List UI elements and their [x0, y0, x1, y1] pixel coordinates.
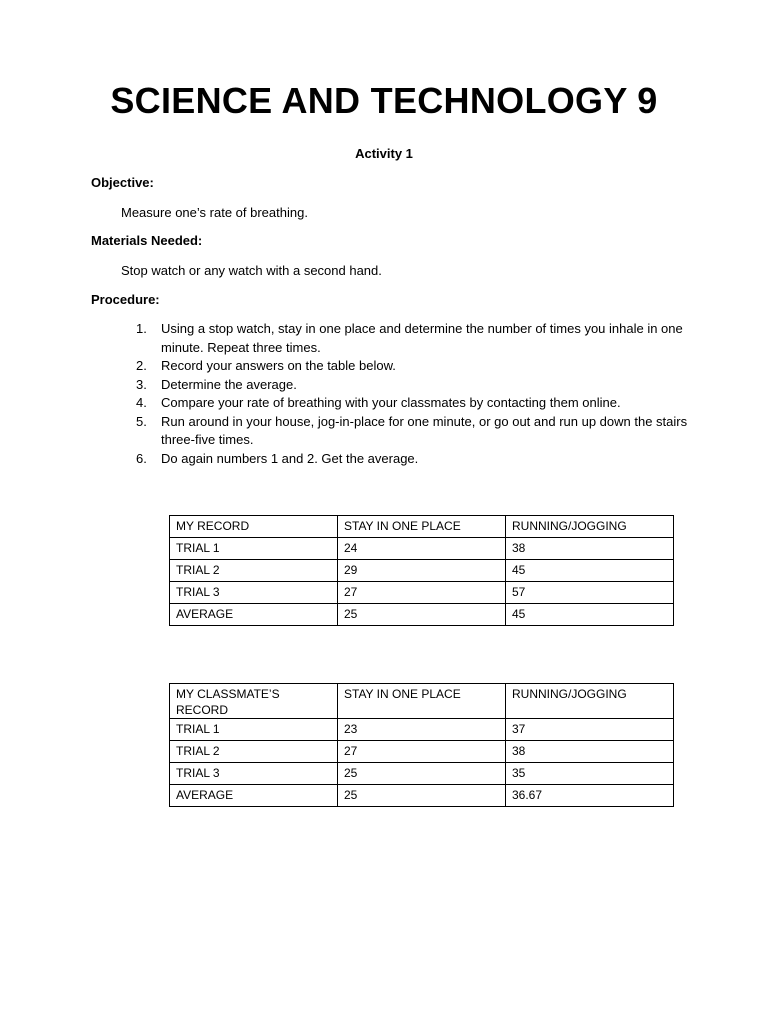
table-header-row — [170, 684, 674, 719]
table-row — [170, 604, 674, 626]
step-text: Using a stop watch, stay in one place and determine the number of times you inhale in one minute. Repeat three times. — [161, 321, 683, 355]
table-row — [170, 538, 674, 560]
materials-heading: Materials Needed: — [91, 233, 203, 248]
procedure-heading: Procedure: — [91, 292, 160, 307]
step-number: 1. — [136, 321, 147, 336]
table-cell: 23 — [338, 719, 506, 741]
activity-label: Activity 1 — [355, 146, 413, 161]
step-text: Determine the average. — [161, 376, 297, 392]
step-text: Record your answers on the table below. — [161, 358, 396, 373]
table-cell: 36.67 — [506, 785, 674, 807]
table-cell: 38 — [506, 538, 674, 560]
step-number: 3. — [136, 376, 147, 392]
procedure-step — [136, 450, 696, 469]
table-cell: 27 — [338, 582, 506, 604]
table-row — [170, 785, 674, 807]
table-row — [170, 741, 674, 763]
table-header-cell: RUNNING/JOGGING — [506, 684, 674, 719]
procedure-step — [136, 376, 696, 395]
table-header-cell: MY CLASSMATE’S RECORD — [170, 684, 338, 719]
table-header-cell: RUNNING/JOGGING — [506, 516, 674, 538]
step-number: 5. — [136, 413, 147, 429]
table-header-row — [170, 516, 674, 538]
classmate-record-table — [169, 683, 674, 807]
table-cell: 24 — [338, 538, 506, 560]
my-record-table — [169, 515, 674, 626]
table-row — [170, 763, 674, 785]
table-cell: TRIAL 2 — [170, 560, 338, 582]
page-title: SCIENCE AND TECHNOLOGY 9 — [110, 80, 658, 121]
step-text: Run around in your house, jog-in-place for one minute, or go out and run up down the stairs three-five times. — [161, 413, 688, 447]
table-cell: TRIAL 2 — [170, 741, 338, 763]
procedure-step — [136, 394, 696, 413]
step-number: 2. — [136, 358, 147, 373]
table-cell: TRIAL 3 — [170, 763, 338, 785]
table-cell: 45 — [506, 560, 674, 582]
step-number: 6. — [136, 450, 147, 466]
table-header-cell: STAY IN ONE PLACE — [338, 684, 506, 719]
objective-heading: Objective: — [91, 175, 154, 190]
table-header-cell: MY RECORD — [170, 516, 338, 538]
table-cell: AVERAGE — [170, 785, 338, 807]
procedure-step — [136, 413, 696, 450]
table-cell: TRIAL 3 — [170, 582, 338, 604]
table-cell: 38 — [506, 741, 674, 763]
table-cell: 45 — [506, 604, 674, 626]
table-row — [170, 582, 674, 604]
table-header-cell: STAY IN ONE PLACE — [338, 516, 506, 538]
table-cell: 29 — [338, 560, 506, 582]
table-cell: TRIAL 1 — [170, 538, 338, 560]
procedure-step — [136, 320, 696, 357]
step-text: Compare your rate of breathing with your classmates by contacting them online. — [161, 395, 621, 410]
materials-text: Stop watch or any watch with a second hand. — [121, 263, 382, 278]
table-cell: 25 — [338, 604, 506, 626]
table-cell: 25 — [338, 763, 506, 785]
table-cell: TRIAL 1 — [170, 719, 338, 741]
procedure-step — [136, 357, 696, 376]
table-cell: 57 — [506, 582, 674, 604]
table-cell: 27 — [338, 741, 506, 763]
table-row — [170, 719, 674, 741]
step-text: Do again numbers 1 and 2. Get the average. — [161, 450, 419, 466]
table-cell: 35 — [506, 763, 674, 785]
objective-text: Measure one’s rate of breathing. — [121, 205, 308, 220]
table-cell: 25 — [338, 785, 506, 807]
table-row — [170, 560, 674, 582]
table-cell: 37 — [506, 719, 674, 741]
table-cell: AVERAGE — [170, 604, 338, 626]
step-number: 4. — [136, 395, 147, 410]
procedure-steps — [136, 320, 696, 468]
